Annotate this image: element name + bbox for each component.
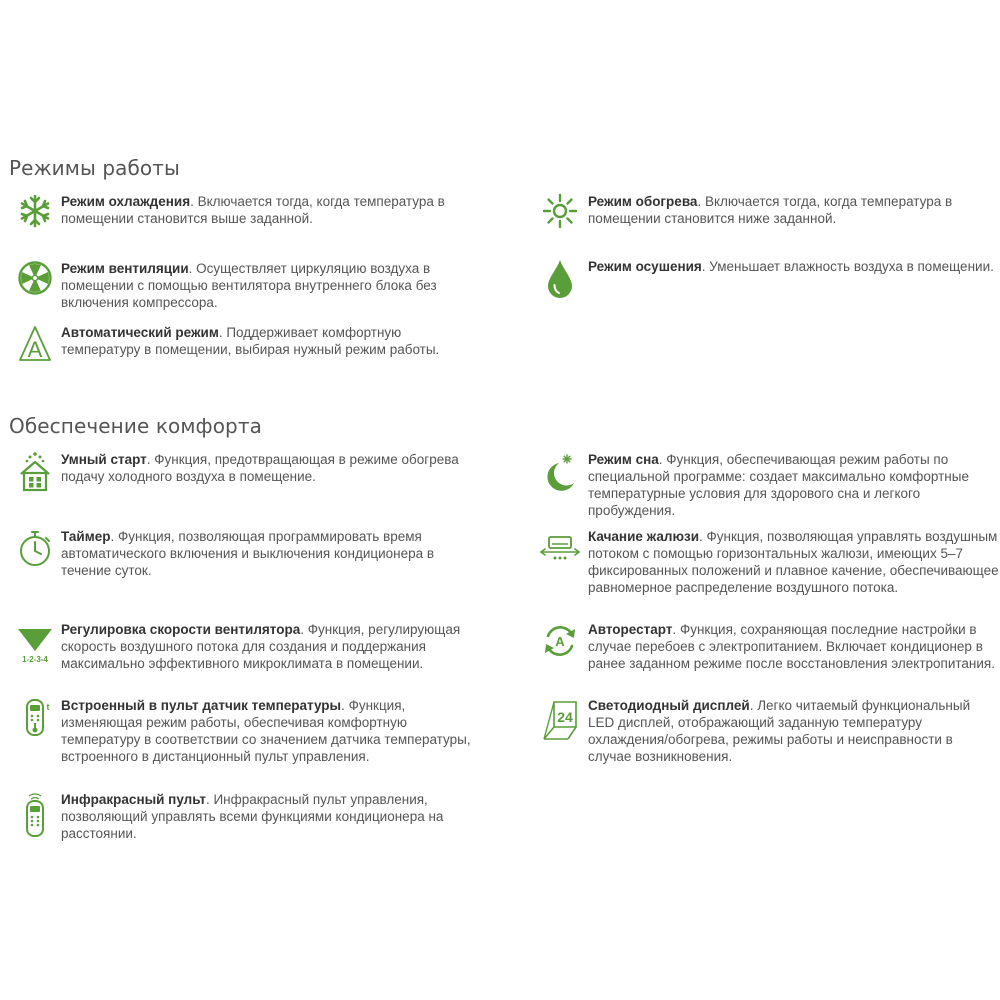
feature-description: . Включается тогда, когда температура в помещении становится ниже заданной. <box>588 194 953 226</box>
feature-description: . Осуществляет циркуляцию воздуха в помещении с помощью вентилятора внутреннего блока без включения компрессора. <box>61 261 437 310</box>
feature-cooling-text <box>61 193 477 227</box>
feature-description: . Функция, сохраняющая последние настройки в случае перебоев с электропитанием. Включает кондиционер в ранее заданном режиме после восстановления электропитания. <box>588 622 995 671</box>
smart-start-house-icon <box>15 451 55 499</box>
feature-name: Режим охлаждения <box>61 194 191 209</box>
feature-timer-text <box>61 528 477 579</box>
feature-description: . Уменьшает влажность воздуха в помещении. <box>701 259 994 274</box>
auto-mode-icon <box>15 324 55 372</box>
feature-description: . Функция, позволяющая управлять воздушным потоком с помощью горизонтальных жалюзи, имеющих 5–7 фиксированных положений и плавное качение, обеспечивающее равномерное распределение воздушного потока. <box>588 529 999 595</box>
feature-description: . Функция, изменяющая режим работы, обеспечивая комфортную температуру в соответствии со значением датчика температуры, встроенного в дистанционный пульт управления. <box>61 698 471 764</box>
feature-name: Автоматический режим <box>61 325 219 340</box>
led-display-number: 24 <box>557 709 573 725</box>
feature-autorestart-text <box>588 621 1000 672</box>
feature-name: Встроенный в пульт датчик температуры <box>61 698 342 713</box>
moon-icon <box>540 451 580 499</box>
feature-smart-start-text <box>61 451 477 485</box>
ir-remote-icon <box>15 791 55 839</box>
feature-description: . Инфракрасный пульт управления, позволяющий управлять всеми функциями кондиционера на расстоянии. <box>61 792 444 841</box>
feature-auto-mode-text <box>61 324 477 358</box>
feature-name: Регулировка скорости вентилятора <box>61 622 301 637</box>
feature-description: . Функция, обеспечивающая режим работы по специальной программе: создает максимально комфортные температурные условия для здорового сна и легкого пробуждения. <box>588 452 969 518</box>
feature-sleep-text <box>588 451 1000 519</box>
feature-name: Умный старт <box>61 452 147 467</box>
auto-mode-letter: A <box>27 337 43 362</box>
feature-ventilation-text <box>61 260 477 311</box>
fan-icon <box>15 260 55 308</box>
snowflake-icon <box>15 193 55 241</box>
droplet-icon <box>540 258 580 306</box>
feature-description: . Функция, предотвращающая в режиме обогрева подачу холодного воздуха в помещение. <box>61 452 459 484</box>
feature-name: Таймер <box>61 529 111 544</box>
remote-sensor-icon <box>15 697 55 745</box>
section-title-modes: Режимы работы <box>9 156 180 180</box>
feature-description: . Функция, позволяющая программировать время автоматического включения и выключения кондиционера в течение суток. <box>61 529 435 578</box>
fan-speed-caption: 1-2-3-4 <box>22 655 48 664</box>
feature-led-display-text <box>588 697 1000 765</box>
sun-icon <box>540 193 580 241</box>
feature-description: . Функция, регулирующая скорость воздушного потока для создания и поддержания максимально эффективного микроклимата в помещении. <box>61 622 461 671</box>
feature-heating-text <box>588 193 1000 227</box>
svg-text:t: t <box>46 702 50 712</box>
section-title-comfort: Обеспечение комфорта <box>9 414 262 438</box>
louver-swing-icon <box>540 528 580 576</box>
feature-ir-remote-text <box>61 791 477 842</box>
feature-louver-swing-text <box>588 528 1000 596</box>
feature-description: . Поддерживает комфортную температуру в помещении, выбирая нужный режим работы. <box>61 325 440 357</box>
autorestart-icon <box>540 621 580 669</box>
fan-speed-icon <box>15 621 55 669</box>
feature-name: Авторестарт <box>588 622 673 637</box>
led-display-icon <box>540 697 580 745</box>
timer-icon <box>15 528 55 576</box>
feature-description: . Включается тогда, когда температура в помещении становится выше заданной. <box>61 194 445 226</box>
autorestart-letter: A <box>555 634 565 649</box>
feature-name: Светодиодный дисплей <box>588 698 750 713</box>
feature-name: Режим вентиляции <box>61 261 189 276</box>
feature-description: . Легко читаемый функциональный LED дисплей, отображающий заданную температуру охлаждения/обогрева, режимы работы и неисправности в случае возникновения. <box>588 698 971 764</box>
feature-name: Качание жалюзи <box>588 529 699 544</box>
feature-name: Режим сна <box>588 452 659 467</box>
feature-drying-text <box>588 258 1000 275</box>
feature-name: Режим осушения <box>588 259 702 274</box>
feature-name: Инфракрасный пульт <box>61 792 206 807</box>
feature-name: Режим обогрева <box>588 194 698 209</box>
feature-remote-sensor-text <box>61 697 477 765</box>
feature-fan-speed-text <box>61 621 477 672</box>
